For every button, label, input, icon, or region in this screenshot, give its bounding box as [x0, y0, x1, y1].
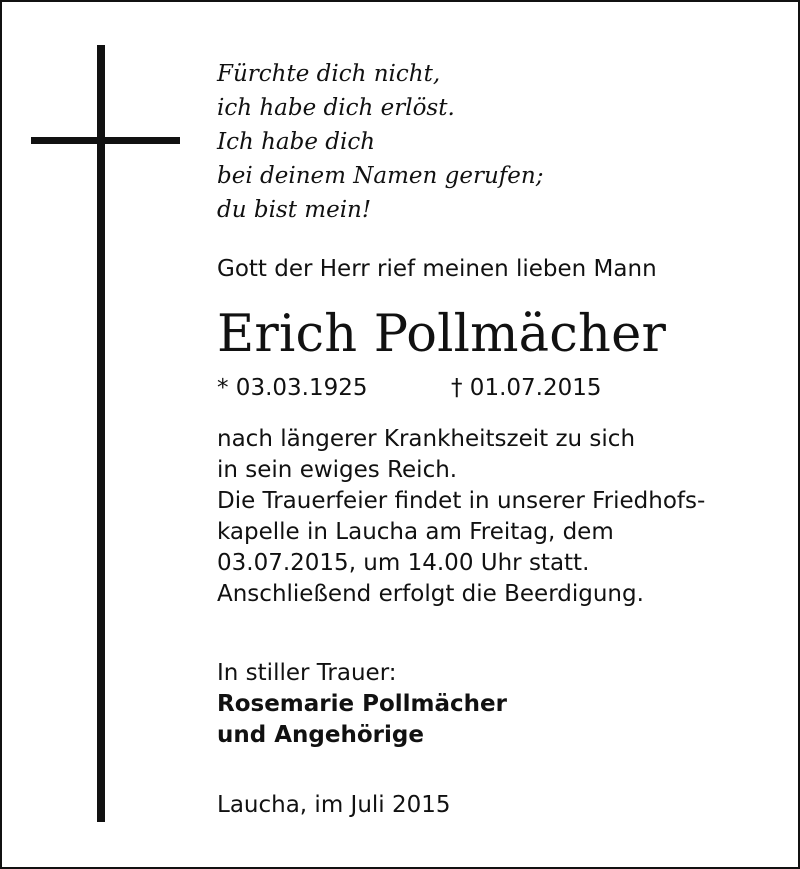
- mourners-block: [217, 658, 507, 751]
- verse-line: bei deinem Namen gerufen;: [217, 163, 544, 189]
- details-line: nach längerer Krankheitszeit zu sich: [217, 426, 636, 452]
- birth-date: * 03.03.1925: [217, 375, 368, 401]
- mourner-relatives: und Angehörige: [217, 722, 424, 748]
- cross-horizontal-bar: [31, 137, 180, 144]
- verse-line: ich habe dich erlöst.: [217, 95, 455, 121]
- verse-line: Ich habe dich: [217, 129, 376, 155]
- verse-line: Fürchte dich nicht,: [217, 61, 441, 87]
- details-line: Die Trauerfeier findet in unserer Friedhofs-: [217, 488, 706, 514]
- mourning-label: In stiller Trauer:: [217, 660, 397, 686]
- deceased-name: Erich Pollmächer: [217, 305, 667, 364]
- funeral-details: [217, 424, 705, 610]
- verse-line: du bist mein!: [217, 197, 372, 223]
- place-and-date: Laucha, im Juli 2015: [217, 792, 451, 818]
- death-date: † 01.07.2015: [451, 375, 602, 401]
- details-line: Anschließend erfolgt die Beerdigung.: [217, 581, 644, 607]
- details-line: 03.07.2015, um 14.00 Uhr statt.: [217, 550, 590, 576]
- cross-vertical-bar: [97, 45, 105, 822]
- bible-verse: [217, 57, 543, 227]
- life-dates: [217, 373, 737, 404]
- details-line: kapelle in Laucha am Freitag, dem: [217, 519, 614, 545]
- details-line: in sein ewiges Reich.: [217, 457, 458, 483]
- mourner-name: Rosemarie Pollmächer: [217, 691, 507, 717]
- intro-line: Gott der Herr rief meinen lieben Mann: [217, 256, 657, 282]
